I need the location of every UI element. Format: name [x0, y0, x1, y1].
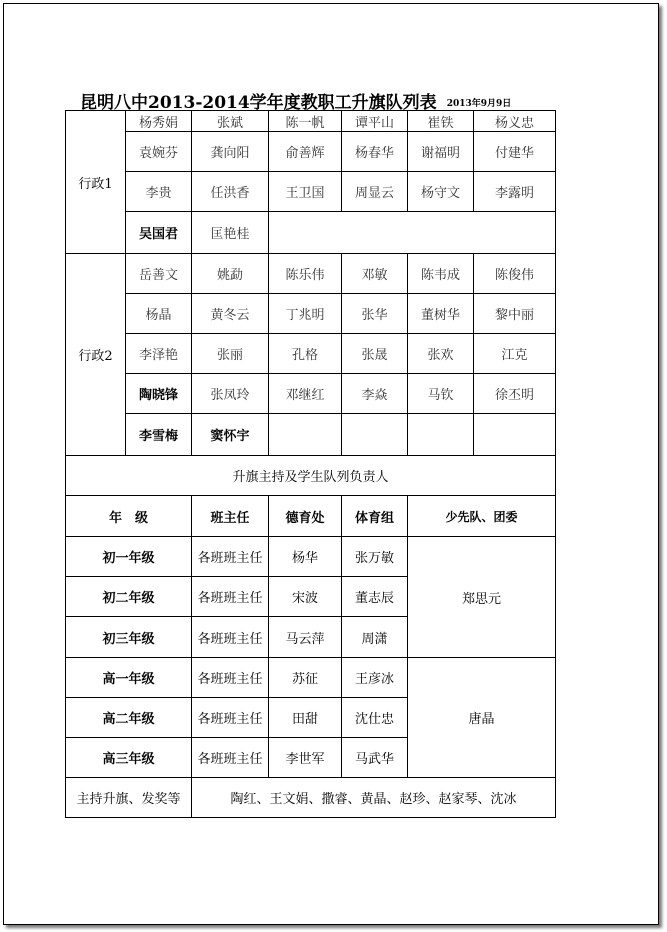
pe-cell: 董志辰 [342, 577, 408, 617]
grade-cell: 初三年级 [66, 617, 192, 658]
moral-cell: 宋波 [269, 577, 342, 617]
name-cell: 姚勐 [192, 254, 269, 294]
section-title-row [66, 456, 556, 496]
name-cell: 张丽 [192, 334, 269, 374]
name-cell: 陈乐伟 [269, 254, 342, 294]
title-text: 昆明八中2013-2014学年度教职工升旗队列表 [80, 93, 437, 113]
moral-cell: 苏征 [269, 658, 342, 698]
name-cell: 张凤玲 [192, 374, 269, 414]
name-cell: 徐丕明 [474, 374, 556, 414]
name-cell: 崔铁 [408, 111, 474, 132]
title-date: 2013年9月9日 [446, 99, 512, 109]
admin2-row [66, 254, 556, 294]
name-cell: 黎中丽 [474, 294, 556, 334]
name-cell: 李焱 [342, 374, 408, 414]
name-cell: 陈俊伟 [474, 254, 556, 294]
admin2-row [66, 374, 556, 414]
empty-cell [474, 414, 556, 456]
header-class-teacher: 班主任 [192, 496, 269, 537]
grade-cell: 高二年级 [66, 698, 192, 738]
name-cell: 王卫国 [269, 172, 342, 212]
empty-cell [408, 414, 474, 456]
name-cell: 杨晶 [126, 294, 192, 334]
header-grade: 年 级 [66, 496, 192, 537]
name-cell: 任洪香 [192, 172, 269, 212]
pe-cell: 周潇 [342, 617, 408, 658]
teacher-cell: 各班班主任 [192, 577, 269, 617]
section-header-row [66, 496, 556, 537]
teacher-cell: 各班班主任 [192, 537, 269, 577]
name-cell: 马钦 [408, 374, 474, 414]
host-row [66, 778, 556, 818]
name-cell: 李贵 [126, 172, 192, 212]
header-pe: 体育组 [342, 496, 408, 537]
name-cell: 丁兆明 [269, 294, 342, 334]
name-cell: 龚向阳 [192, 132, 269, 172]
teacher-cell: 各班班主任 [192, 698, 269, 738]
name-cell: 李泽艳 [126, 334, 192, 374]
host-names: 陶红、王文娟、撒睿、黄晶、赵珍、赵家琴、沈冰 [192, 778, 556, 818]
admin1-label: 行政1 [66, 111, 126, 254]
empty-cell [342, 414, 408, 456]
name-cell: 李雪梅 [126, 414, 192, 456]
name-cell: 陈一帆 [269, 111, 342, 132]
youth-senior-cell: 唐晶 [408, 658, 556, 778]
name-cell: 张欢 [408, 334, 474, 374]
name-cell: 窦怀宇 [192, 414, 269, 456]
name-cell: 陈韦成 [408, 254, 474, 294]
teacher-cell: 各班班主任 [192, 658, 269, 698]
grade-cell: 高一年级 [66, 658, 192, 698]
name-cell: 匡艳桂 [192, 212, 269, 254]
name-cell: 杨义忠 [474, 111, 556, 132]
name-cell: 陶晓锋 [126, 374, 192, 414]
admin2-row [66, 414, 556, 456]
name-cell: 杨秀娟 [126, 111, 192, 132]
grade-cell: 初一年级 [66, 537, 192, 577]
pe-cell: 王彦冰 [342, 658, 408, 698]
name-cell: 杨春华 [342, 132, 408, 172]
teacher-cell: 各班班主任 [192, 738, 269, 778]
grade-cell: 高三年级 [66, 738, 192, 778]
name-cell: 孔格 [269, 334, 342, 374]
name-cell: 董树华 [408, 294, 474, 334]
grade-cell: 初二年级 [66, 577, 192, 617]
name-cell: 黄冬云 [192, 294, 269, 334]
admin1-row [66, 172, 556, 212]
empty-cell [269, 414, 342, 456]
host-label: 主持升旗、发奖等 [66, 778, 192, 818]
pe-cell: 沈仕忠 [342, 698, 408, 738]
section-title: 升旗主持及学生队列负责人 [66, 456, 556, 496]
admin1-header-row [66, 111, 556, 132]
admin1-row [66, 132, 556, 172]
name-cell: 周显云 [342, 172, 408, 212]
moral-cell: 李世军 [269, 738, 342, 778]
grade-row [66, 537, 556, 577]
header-youth: 少先队、团委 [408, 496, 556, 537]
roster-table [65, 110, 556, 818]
admin1-row [66, 212, 556, 254]
moral-cell: 马云萍 [269, 617, 342, 658]
name-cell: 付建华 [474, 132, 556, 172]
name-cell: 张晟 [342, 334, 408, 374]
name-cell: 岳善文 [126, 254, 192, 294]
admin2-row [66, 334, 556, 374]
name-cell: 邓敏 [342, 254, 408, 294]
name-cell: 吴国君 [126, 212, 192, 254]
name-cell: 江克 [474, 334, 556, 374]
youth-junior-cell: 郑思元 [408, 537, 556, 658]
moral-cell: 杨华 [269, 537, 342, 577]
empty-cell [269, 212, 556, 254]
pe-cell: 马武华 [342, 738, 408, 778]
pe-cell: 张万敏 [342, 537, 408, 577]
name-cell: 俞善辉 [269, 132, 342, 172]
name-cell: 谭平山 [342, 111, 408, 132]
admin2-label: 行政2 [66, 254, 126, 456]
moral-cell: 田甜 [269, 698, 342, 738]
grade-row [66, 658, 556, 698]
name-cell: 袁婉芬 [126, 132, 192, 172]
name-cell: 邓继红 [269, 374, 342, 414]
name-cell: 李露明 [474, 172, 556, 212]
name-cell: 杨守文 [408, 172, 474, 212]
teacher-cell: 各班班主任 [192, 617, 269, 658]
name-cell: 张斌 [192, 111, 269, 132]
name-cell: 谢福明 [408, 132, 474, 172]
admin2-row [66, 294, 556, 334]
name-cell: 张华 [342, 294, 408, 334]
header-moral: 德育处 [269, 496, 342, 537]
